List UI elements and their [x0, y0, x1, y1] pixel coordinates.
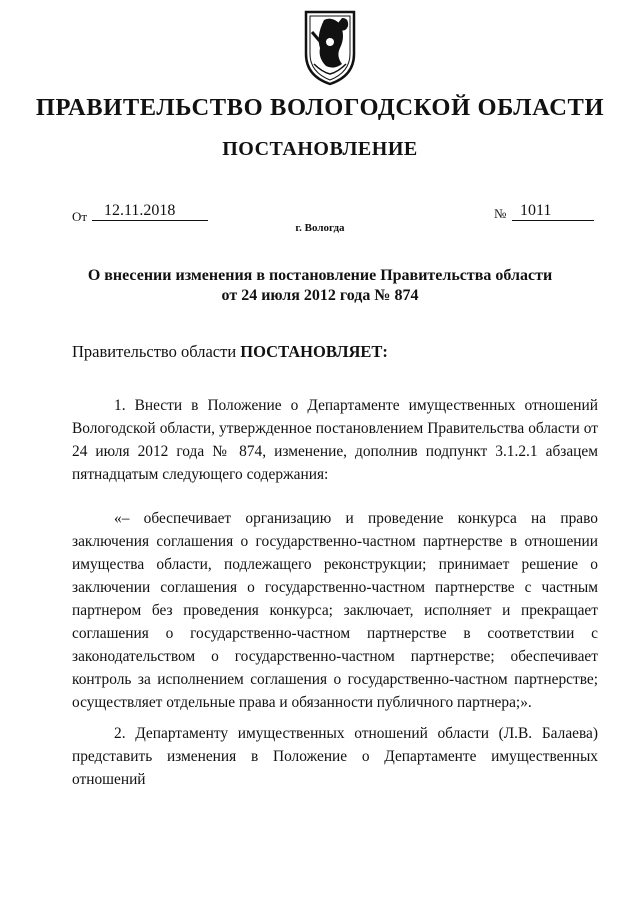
vologda-coat-of-arms-icon	[302, 8, 358, 86]
decree-lead: Правительство области	[72, 342, 241, 361]
date-label: От	[72, 209, 88, 224]
document-title	[60, 266, 580, 306]
paragraph-quote: «– обеспечивает организацию и проведение конкурса на право заключения соглашения о государственно-частном партнерстве в отношении имущества области, подлежащего реконструкции; принимает решение о заключении соглашения о государственно-частном партнерстве с частным партнером без проведения конкурса; заключает, исполняет и прекращает соглашения о государственно-частном партнерстве в соответствии с законодательством о государственно-частном партнерстве; обеспечивает контроль за исполнением соглашения о государственно-частном партнерстве; осуществляет отдельные права и обязанности публичного партнера;».	[72, 510, 598, 711]
government-name: ПРАВИТЕЛЬСТВО ВОЛОГОДСКОЙ ОБЛАСТИ	[35, 94, 605, 121]
city: г. Вологда	[295, 222, 345, 234]
paragraph-2: 2. Департаменту имущественных отношений области (Л.В. Балаева) представить изменения в Положение о Департаменте имущественных отношений	[72, 725, 598, 788]
title-line-1: О внесении изменения в постановление Правительства области	[87, 267, 553, 284]
document-number: 1011	[512, 202, 594, 221]
document-type: ПОСТАНОВЛЕНИЕ	[222, 138, 418, 160]
document-body	[72, 394, 598, 791]
decree-keyword: ПОСТАНОВЛЯЕТ:	[240, 342, 388, 361]
document-date: 12.11.2018	[92, 202, 208, 221]
title-line-2: от 24 июля 2012 года № 874	[221, 287, 419, 304]
number-label: №	[494, 206, 507, 221]
decree-statement	[72, 342, 388, 362]
paragraph-1: 1. Внести в Положение о Департаменте имущественных отношений Вологодской области, утвержденное постановлением Правительства области от 24 июля 2012 года № 874, изменение, дополнив подпункт 3.1.2.1 абзацем пятнадцатым следующего содержания:	[72, 397, 598, 483]
